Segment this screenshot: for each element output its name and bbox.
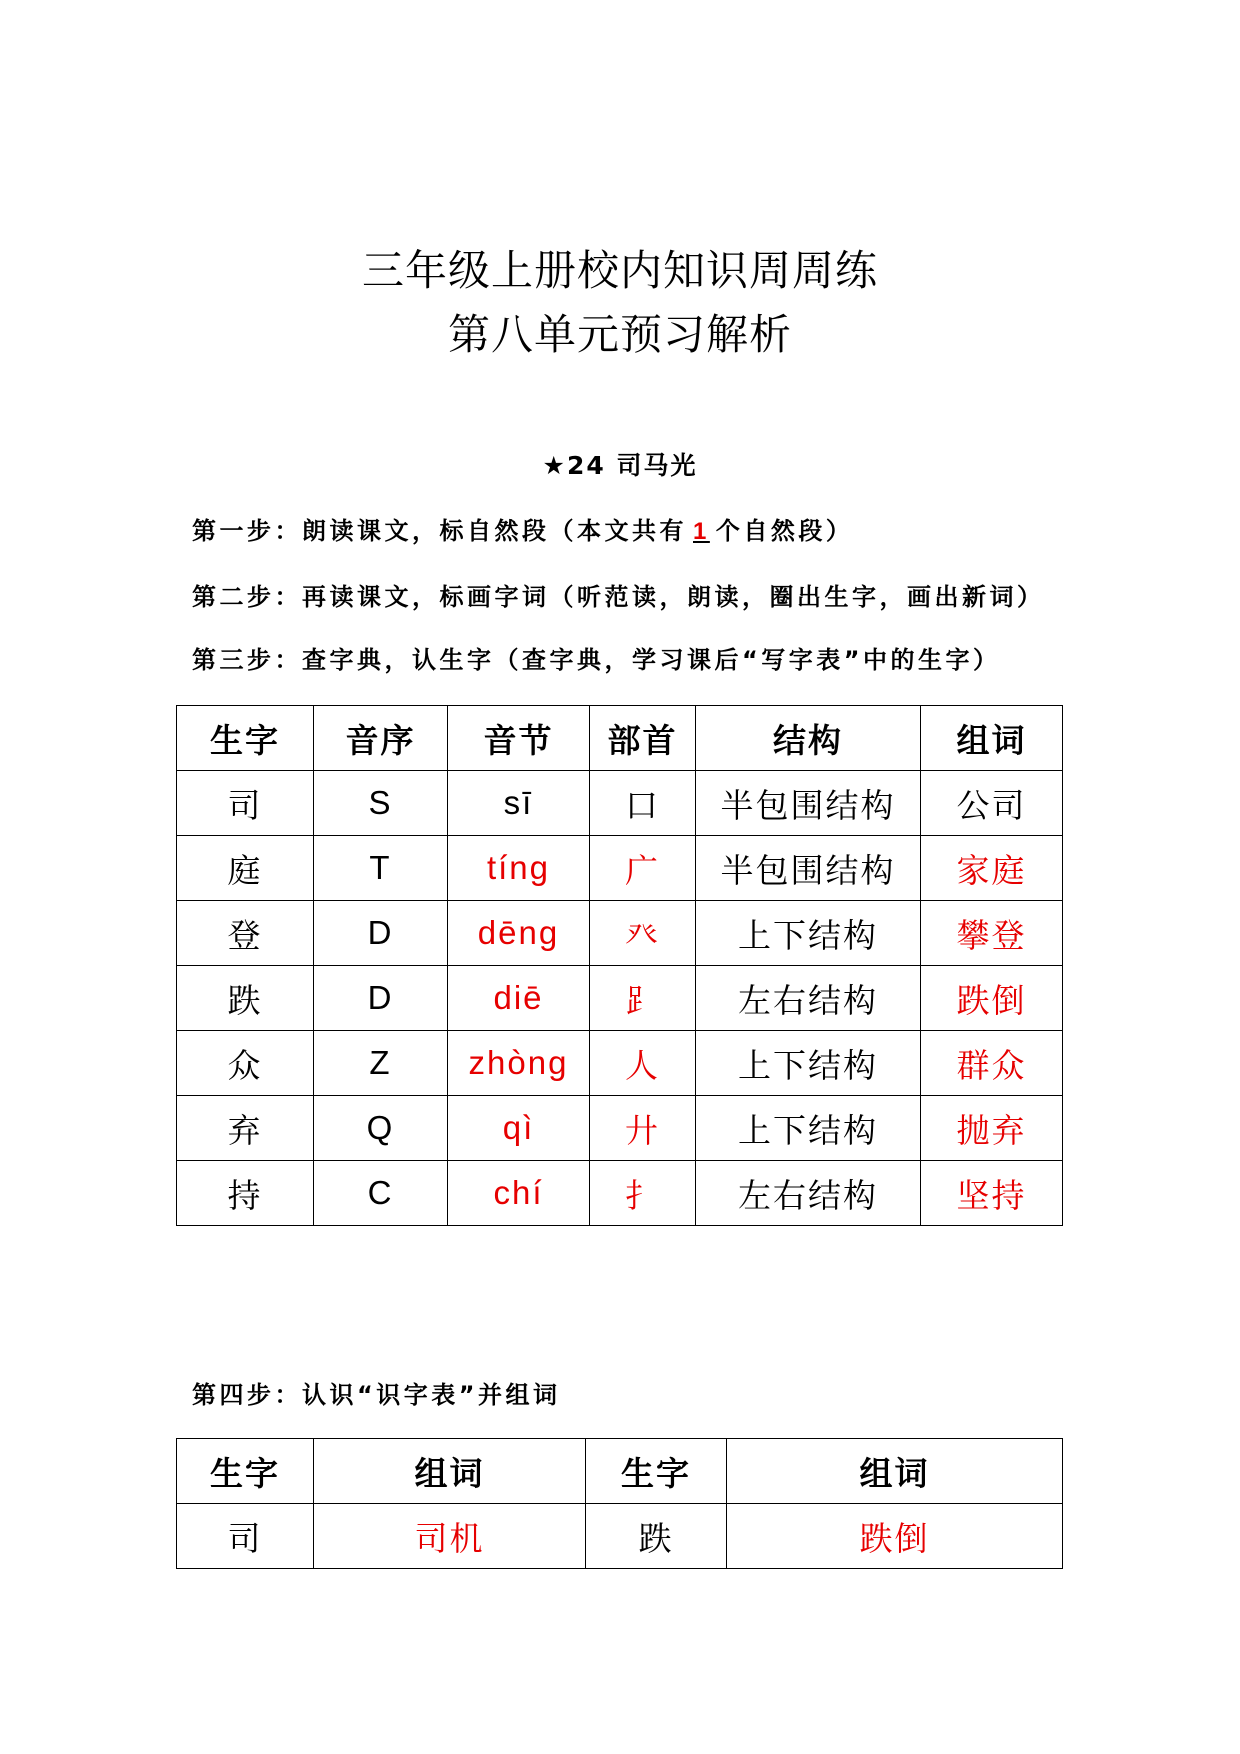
cell-word-1: 司机 <box>314 1504 586 1569</box>
cell-index: Q <box>314 1096 448 1161</box>
cell-structure: 上下结构 <box>696 901 921 966</box>
cell-pinyin: diē <box>448 966 590 1031</box>
table-header-row <box>177 1439 1063 1504</box>
cell-index: S <box>314 771 448 836</box>
table-header-row <box>177 706 1063 771</box>
cell-radical: 广 <box>590 836 696 901</box>
cell-structure: 上下结构 <box>696 1031 921 1096</box>
cell-word: 跌倒 <box>921 966 1063 1031</box>
cell-word: 群众 <box>921 1031 1063 1096</box>
page-subtitle: 第八单元预习解析 <box>447 310 792 359</box>
step-1-answer: 1 <box>693 518 710 545</box>
cell-char: 跌 <box>177 966 314 1031</box>
table-row <box>177 1031 1063 1096</box>
cell-char: 持 <box>177 1161 314 1226</box>
header-word: 组词 <box>921 706 1063 771</box>
cell-char: 司 <box>177 771 314 836</box>
header-radical: 部首 <box>590 706 696 771</box>
cell-pinyin: dēng <box>448 901 590 966</box>
cell-word-2: 跌倒 <box>727 1504 1063 1569</box>
cell-pinyin: chí <box>448 1161 590 1226</box>
header-word-2: 组词 <box>727 1439 1063 1504</box>
step-1 <box>192 515 853 548</box>
cell-index: T <box>314 836 448 901</box>
step-1-text-end: 个自然段） <box>715 517 854 545</box>
table-row <box>177 901 1063 966</box>
table-row <box>177 1161 1063 1226</box>
cell-radical: 廾 <box>590 1096 696 1161</box>
header-word-1: 组词 <box>314 1439 586 1504</box>
table-row <box>177 771 1063 836</box>
cell-index: D <box>314 901 448 966</box>
cell-pinyin: zhòng <box>448 1031 590 1096</box>
table-row <box>177 1504 1063 1569</box>
header-char: 生字 <box>177 706 314 771</box>
cell-pinyin: qì <box>448 1096 590 1161</box>
cell-structure: 半包围结构 <box>696 771 921 836</box>
cell-radical: 癶 <box>590 901 696 966</box>
cell-word: 坚持 <box>921 1161 1063 1226</box>
cell-pinyin: sī <box>448 771 590 836</box>
header-pinyin: 音节 <box>448 706 590 771</box>
cell-structure: 左右结构 <box>696 966 921 1031</box>
cell-index: D <box>314 966 448 1031</box>
cell-structure: 半包围结构 <box>696 836 921 901</box>
cell-index: C <box>314 1161 448 1226</box>
cell-char: 众 <box>177 1031 314 1096</box>
cell-index: Z <box>314 1031 448 1096</box>
cell-char-1: 司 <box>177 1504 314 1569</box>
cell-radical: 人 <box>590 1031 696 1096</box>
page-title: 三年级上册校内知识周周练 <box>361 246 878 295</box>
lesson-heading: ★24 司马光 <box>542 451 698 480</box>
cell-char-2: 跌 <box>586 1504 727 1569</box>
step-1-text: 第一步：朗读课文，标自然段（本文共有 <box>192 517 687 545</box>
cell-word: 抛弃 <box>921 1096 1063 1161</box>
header-char-1: 生字 <box>177 1439 314 1504</box>
character-table <box>176 705 1063 1226</box>
cell-structure: 左右结构 <box>696 1161 921 1226</box>
header-char-2: 生字 <box>586 1439 727 1504</box>
step-4: 第四步：认识“识字表”并组词 <box>192 1381 561 1409</box>
cell-structure: 上下结构 <box>696 1096 921 1161</box>
step-2: 第二步：再读课文，标画字词（听范读，朗读，圈出生字，画出新词） <box>192 583 1045 611</box>
header-structure: 结构 <box>696 706 921 771</box>
table-row <box>177 1096 1063 1161</box>
table-row <box>177 966 1063 1031</box>
cell-radical: 扌 <box>590 1161 696 1226</box>
cell-word: 公司 <box>921 771 1063 836</box>
cell-char: 弃 <box>177 1096 314 1161</box>
step-3: 第三步：查字典，认生字（查字典，学习课后“写字表”中的生字） <box>192 646 1001 674</box>
cell-radical: 口 <box>590 771 696 836</box>
cell-word: 攀登 <box>921 901 1063 966</box>
cell-word: 家庭 <box>921 836 1063 901</box>
header-index: 音序 <box>314 706 448 771</box>
word-table <box>176 1438 1063 1569</box>
cell-char: 庭 <box>177 836 314 901</box>
cell-char: 登 <box>177 901 314 966</box>
table-row <box>177 836 1063 901</box>
cell-radical: ⻊ <box>590 966 696 1031</box>
cell-pinyin: tíng <box>448 836 590 901</box>
